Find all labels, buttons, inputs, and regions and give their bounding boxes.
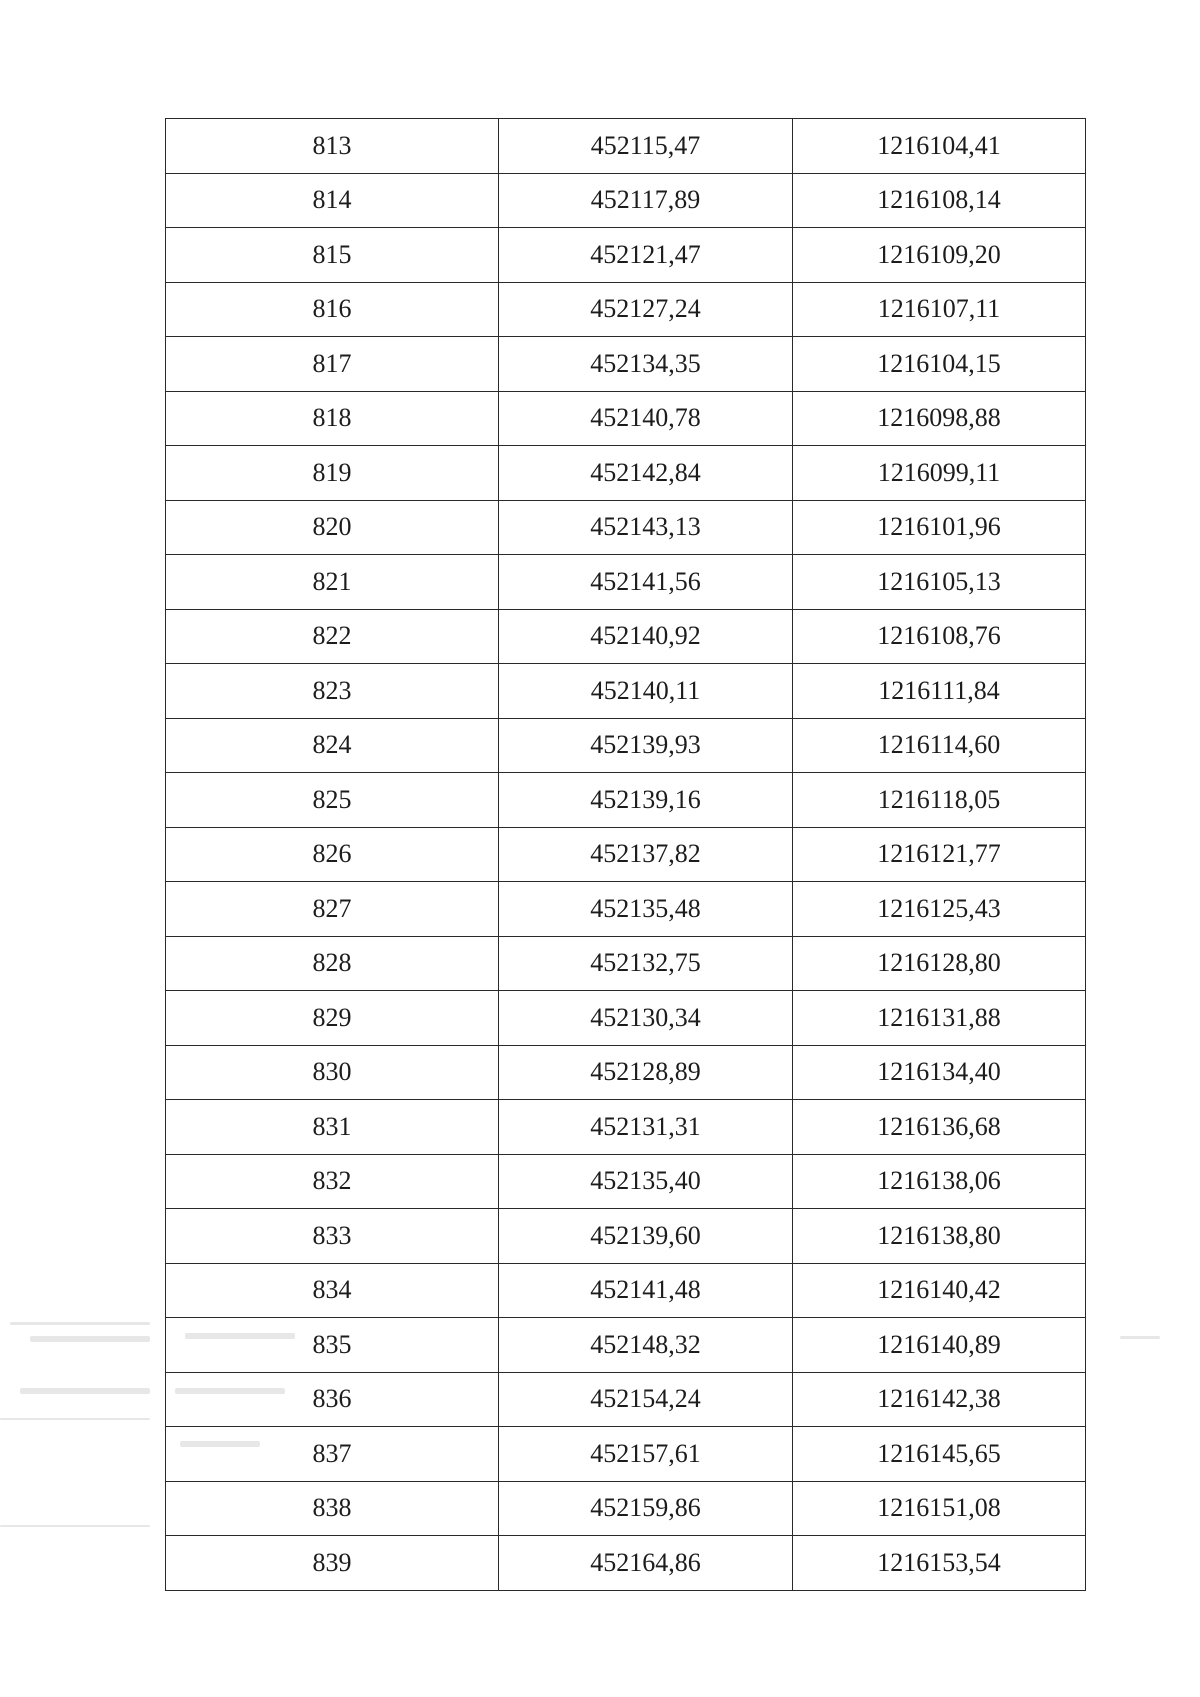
x-coordinate-cell: 452141,48 bbox=[499, 1263, 793, 1318]
y-coordinate-cell: 1216118,05 bbox=[793, 773, 1086, 828]
y-coordinate-cell: 1216107,11 bbox=[793, 282, 1086, 337]
coordinates-table-body bbox=[166, 119, 1086, 1591]
x-coordinate-cell: 452115,47 bbox=[499, 119, 793, 174]
point-number-cell: 836 bbox=[166, 1372, 499, 1427]
point-number-cell: 816 bbox=[166, 282, 499, 337]
y-coordinate-cell: 1216098,88 bbox=[793, 391, 1086, 446]
point-number-cell: 815 bbox=[166, 228, 499, 283]
point-number-cell: 832 bbox=[166, 1154, 499, 1209]
x-coordinate-cell: 452117,89 bbox=[499, 173, 793, 228]
point-number-cell: 826 bbox=[166, 827, 499, 882]
y-coordinate-cell: 1216138,06 bbox=[793, 1154, 1086, 1209]
table-row bbox=[166, 827, 1086, 882]
y-coordinate-cell: 1216099,11 bbox=[793, 446, 1086, 501]
x-coordinate-cell: 452121,47 bbox=[499, 228, 793, 283]
table-row bbox=[166, 173, 1086, 228]
table-row bbox=[166, 391, 1086, 446]
y-coordinate-cell: 1216114,60 bbox=[793, 718, 1086, 773]
point-number-cell: 829 bbox=[166, 991, 499, 1046]
point-number-cell: 825 bbox=[166, 773, 499, 828]
point-number-cell: 838 bbox=[166, 1481, 499, 1536]
y-coordinate-cell: 1216108,14 bbox=[793, 173, 1086, 228]
table-row bbox=[166, 1481, 1086, 1536]
point-number-cell: 833 bbox=[166, 1209, 499, 1264]
y-coordinate-cell: 1216121,77 bbox=[793, 827, 1086, 882]
x-coordinate-cell: 452148,32 bbox=[499, 1318, 793, 1373]
table-row bbox=[166, 1263, 1086, 1318]
x-coordinate-cell: 452140,78 bbox=[499, 391, 793, 446]
x-coordinate-cell: 452135,40 bbox=[499, 1154, 793, 1209]
x-coordinate-cell: 452140,92 bbox=[499, 609, 793, 664]
table-row bbox=[166, 337, 1086, 392]
point-number-cell: 839 bbox=[166, 1536, 499, 1591]
point-number-cell: 823 bbox=[166, 664, 499, 719]
point-number-cell: 834 bbox=[166, 1263, 499, 1318]
y-coordinate-cell: 1216109,20 bbox=[793, 228, 1086, 283]
point-number-cell: 827 bbox=[166, 882, 499, 937]
table-row bbox=[166, 718, 1086, 773]
x-coordinate-cell: 452132,75 bbox=[499, 936, 793, 991]
x-coordinate-cell: 452159,86 bbox=[499, 1481, 793, 1536]
point-number-cell: 814 bbox=[166, 173, 499, 228]
y-coordinate-cell: 1216105,13 bbox=[793, 555, 1086, 610]
table-row bbox=[166, 664, 1086, 719]
x-coordinate-cell: 452139,60 bbox=[499, 1209, 793, 1264]
y-coordinate-cell: 1216138,80 bbox=[793, 1209, 1086, 1264]
point-number-cell: 818 bbox=[166, 391, 499, 446]
table-row bbox=[166, 228, 1086, 283]
y-coordinate-cell: 1216145,65 bbox=[793, 1427, 1086, 1482]
table-row bbox=[166, 500, 1086, 555]
table-row bbox=[166, 936, 1086, 991]
y-coordinate-cell: 1216136,68 bbox=[793, 1100, 1086, 1155]
y-coordinate-cell: 1216140,89 bbox=[793, 1318, 1086, 1373]
table-row bbox=[166, 1045, 1086, 1100]
table-row bbox=[166, 991, 1086, 1046]
y-coordinate-cell: 1216140,42 bbox=[793, 1263, 1086, 1318]
y-coordinate-cell: 1216142,38 bbox=[793, 1372, 1086, 1427]
y-coordinate-cell: 1216101,96 bbox=[793, 500, 1086, 555]
point-number-cell: 813 bbox=[166, 119, 499, 174]
x-coordinate-cell: 452135,48 bbox=[499, 882, 793, 937]
x-coordinate-cell: 452157,61 bbox=[499, 1427, 793, 1482]
y-coordinate-cell: 1216108,76 bbox=[793, 609, 1086, 664]
point-number-cell: 831 bbox=[166, 1100, 499, 1155]
table-row bbox=[166, 555, 1086, 610]
x-coordinate-cell: 452128,89 bbox=[499, 1045, 793, 1100]
point-number-cell: 830 bbox=[166, 1045, 499, 1100]
y-coordinate-cell: 1216104,41 bbox=[793, 119, 1086, 174]
table-row bbox=[166, 282, 1086, 337]
point-number-cell: 828 bbox=[166, 936, 499, 991]
coordinates-table bbox=[165, 118, 1086, 1591]
table-row bbox=[166, 1154, 1086, 1209]
x-coordinate-cell: 452127,24 bbox=[499, 282, 793, 337]
y-coordinate-cell: 1216111,84 bbox=[793, 664, 1086, 719]
table-row bbox=[166, 119, 1086, 174]
x-coordinate-cell: 452154,24 bbox=[499, 1372, 793, 1427]
table-row bbox=[166, 446, 1086, 501]
x-coordinate-cell: 452139,93 bbox=[499, 718, 793, 773]
table-row bbox=[166, 1209, 1086, 1264]
table-row bbox=[166, 1318, 1086, 1373]
table-row bbox=[166, 1536, 1086, 1591]
y-coordinate-cell: 1216104,15 bbox=[793, 337, 1086, 392]
y-coordinate-cell: 1216153,54 bbox=[793, 1536, 1086, 1591]
point-number-cell: 837 bbox=[166, 1427, 499, 1482]
x-coordinate-cell: 452137,82 bbox=[499, 827, 793, 882]
x-coordinate-cell: 452134,35 bbox=[499, 337, 793, 392]
x-coordinate-cell: 452130,34 bbox=[499, 991, 793, 1046]
x-coordinate-cell: 452164,86 bbox=[499, 1536, 793, 1591]
x-coordinate-cell: 452139,16 bbox=[499, 773, 793, 828]
point-number-cell: 824 bbox=[166, 718, 499, 773]
table-row bbox=[166, 1100, 1086, 1155]
table-row bbox=[166, 882, 1086, 937]
point-number-cell: 835 bbox=[166, 1318, 499, 1373]
table-row bbox=[166, 609, 1086, 664]
x-coordinate-cell: 452141,56 bbox=[499, 555, 793, 610]
table-row bbox=[166, 773, 1086, 828]
y-coordinate-cell: 1216128,80 bbox=[793, 936, 1086, 991]
x-coordinate-cell: 452140,11 bbox=[499, 664, 793, 719]
point-number-cell: 822 bbox=[166, 609, 499, 664]
point-number-cell: 820 bbox=[166, 500, 499, 555]
x-coordinate-cell: 452142,84 bbox=[499, 446, 793, 501]
y-coordinate-cell: 1216134,40 bbox=[793, 1045, 1086, 1100]
y-coordinate-cell: 1216151,08 bbox=[793, 1481, 1086, 1536]
x-coordinate-cell: 452143,13 bbox=[499, 500, 793, 555]
x-coordinate-cell: 452131,31 bbox=[499, 1100, 793, 1155]
table-row bbox=[166, 1372, 1086, 1427]
y-coordinate-cell: 1216131,88 bbox=[793, 991, 1086, 1046]
point-number-cell: 821 bbox=[166, 555, 499, 610]
table-row bbox=[166, 1427, 1086, 1482]
point-number-cell: 819 bbox=[166, 446, 499, 501]
point-number-cell: 817 bbox=[166, 337, 499, 392]
y-coordinate-cell: 1216125,43 bbox=[793, 882, 1086, 937]
